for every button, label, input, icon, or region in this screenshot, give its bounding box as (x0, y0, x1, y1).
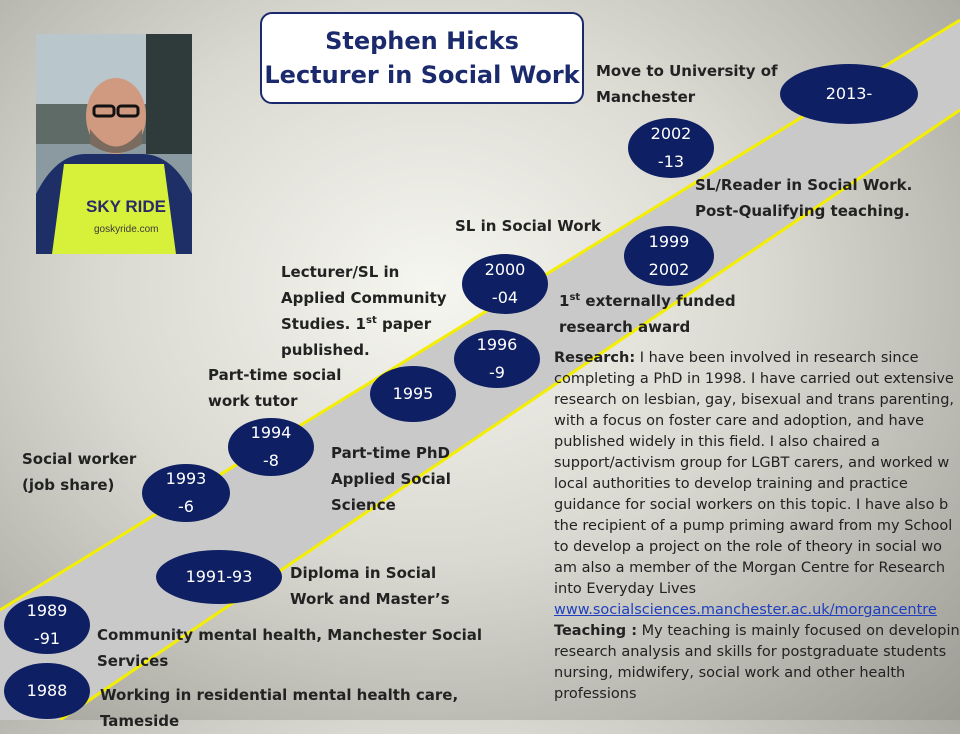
label-2000-line3b: paper (376, 315, 432, 333)
label-1988-line2: Tameside (100, 712, 180, 730)
research-line-3: with a focus on foster care and adoption, and have (554, 413, 925, 429)
oval-1993-6 (142, 464, 230, 522)
label-1993-line1: Social worker (22, 450, 137, 468)
label-1994-line2: work tutor (208, 392, 298, 410)
teaching-heading: Teaching : (554, 623, 638, 639)
oval-1996-9 (454, 330, 540, 388)
label-2002-line2: Post-Qualifying teaching. (695, 202, 910, 220)
label-2000-sup: st (366, 315, 377, 326)
oval-1999-text-1: 1999 (648, 232, 690, 251)
label-1996-line1b: externally funded (580, 292, 736, 310)
research-line-8: the recipient of a pump priming award from my School (554, 518, 953, 534)
oval-1999-2002 (624, 226, 714, 286)
label-1989-line1: Community mental health, Manchester Social (97, 626, 483, 644)
teaching-line-2: nursing, midwifery, social work and other health (554, 665, 906, 681)
label-2000 (281, 259, 447, 363)
research-line-4: published widely in this field. I also chaired a (554, 434, 880, 450)
oval-1999-text-2: 2002 (648, 260, 690, 279)
research-heading: Research: (554, 350, 636, 366)
title-box (260, 12, 584, 104)
teaching-line-0 (554, 621, 960, 642)
oval-1988-text: 1988 (26, 681, 68, 700)
label-1993-line2: (job share) (22, 476, 115, 494)
photo-illustration (36, 34, 192, 254)
label-1995-line3: Science (331, 496, 396, 514)
oval-1994-text-2: -8 (263, 451, 279, 470)
oval-1989-text-1: 1989 (26, 601, 68, 620)
title-role: Lecturer in Social Work (264, 61, 580, 89)
oval-2013 (780, 64, 918, 124)
oval-2013-text: 2013- (825, 84, 873, 103)
oval-1995-text: 1995 (392, 384, 434, 403)
label-1995-line2: Applied Social (331, 470, 451, 488)
oval-1995 (370, 366, 456, 422)
label-1991-line2: Work and Master’s (290, 590, 450, 608)
oval-1989-91 (4, 596, 90, 654)
label-sl-line1: SL in Social Work (455, 217, 601, 235)
label-2000-line3a: Studies. 1 (281, 315, 366, 333)
label-2002 (695, 172, 912, 224)
label-2013-line1: Move to University of (596, 62, 778, 80)
label-1988 (100, 682, 458, 734)
label-1994-line1: Part-time social (208, 366, 342, 384)
label-1995-line1: Part-time PhD (331, 444, 450, 462)
research-line-0 (554, 348, 960, 369)
research-line-1: completing a PhD in 1998. I have carried out extensive (554, 371, 954, 387)
teaching-line-0-text: My teaching is mainly focused on developin (637, 623, 960, 639)
label-1991 (290, 560, 450, 612)
research-line-2: research on lesbian, gay, bisexual and trans parenting, (554, 392, 955, 408)
label-2000-line2: Applied Community (281, 289, 447, 307)
label-2013-line2: Manchester (596, 88, 696, 106)
oval-2000-04 (462, 254, 548, 314)
teaching-line-1: research analysis and skills for postgraduate students (554, 644, 947, 660)
oval-1996-text-1: 1996 (476, 335, 518, 354)
oval-1988 (4, 663, 90, 719)
research-line-0-text: I have been involved in research since (635, 350, 919, 366)
research-line-5: support/activism group for LGBT carers, and worked w (554, 455, 950, 471)
oval-2002-text-2: -13 (657, 152, 685, 171)
label-1996-sup: st (569, 292, 581, 303)
research-line-7: guidance for social workers on this topic. I have also b (554, 497, 949, 513)
research-line-6: local authorities to develop training and practice (554, 476, 908, 492)
profile-photo (36, 34, 192, 254)
label-2000-line1: Lecturer/SL in (281, 263, 400, 281)
label-2013 (596, 58, 778, 110)
oval-1991-text: 1991-93 (185, 567, 253, 586)
research-line-9: to develop a project on the role of theory in social wo (554, 539, 942, 555)
research-link-line (554, 600, 960, 621)
oval-2002-text-1: 2002 (650, 124, 692, 143)
vest-logo: SKY RIDE (86, 197, 166, 216)
oval-1989-text-2: -91 (33, 629, 61, 648)
teaching-line-3: professions (554, 686, 637, 702)
oval-2002-13 (628, 118, 714, 178)
label-1994 (208, 362, 341, 414)
label-1996-line2: research award (559, 318, 691, 336)
oval-1993-text-1: 1993 (165, 469, 207, 488)
title-name: Stephen Hicks (325, 27, 519, 55)
research-line-11: into Everyday Lives (554, 581, 697, 597)
label-1996 (559, 288, 736, 340)
morgan-centre-link[interactable]: www.socialsciences.manchester.ac.uk/morgancentre (554, 602, 937, 618)
research-line-10: am also a member of the Morgan Centre for Research (554, 560, 946, 576)
label-2000-line3 (281, 311, 447, 337)
label-1996-line1a: 1 (559, 292, 570, 310)
oval-1991-93 (156, 550, 282, 604)
oval-1993-text-2: -6 (178, 497, 194, 516)
research-text-block (554, 348, 960, 705)
oval-1994-text-1: 1994 (250, 423, 292, 442)
label-1995 (331, 440, 451, 518)
oval-1994-8 (228, 418, 314, 476)
label-1989 (97, 622, 482, 674)
vest-url: goskyride.com (94, 224, 159, 235)
label-sl (455, 213, 601, 239)
label-1996-line1 (559, 288, 736, 314)
label-1989-line2: Services (97, 652, 169, 670)
label-1991-line1: Diploma in Social (290, 564, 437, 582)
oval-1996-text-2: -9 (489, 363, 505, 382)
label-1988-line1: Working in residential mental health care, (100, 686, 459, 704)
label-2002-line1: SL/Reader in Social Work. (695, 176, 913, 194)
label-1993 (22, 446, 136, 498)
oval-2000-text-1: 2000 (484, 260, 526, 279)
label-2000-line4: published. (281, 341, 370, 359)
oval-2000-text-2: -04 (491, 288, 519, 307)
